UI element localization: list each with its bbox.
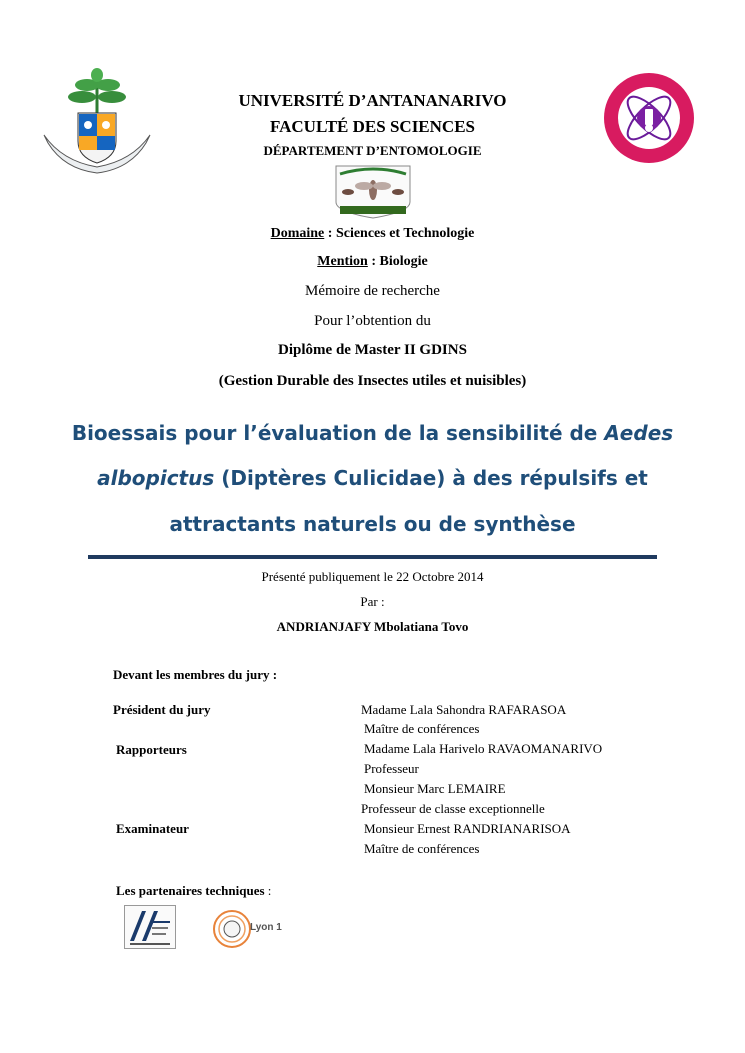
partners-colon: : xyxy=(264,883,272,898)
president-label: Président du jury xyxy=(113,702,211,717)
university-name: UNIVERSITÉ D’ANTANANARIVO xyxy=(238,91,507,110)
jury-heading: Devant les membres du jury : xyxy=(113,667,278,682)
lyon1-logo xyxy=(212,903,284,955)
partner-lab-logo xyxy=(124,905,176,949)
title-aedes: Aedes xyxy=(604,421,674,445)
gdins-line: (Gestion Durable des Insectes utiles et nuisibles) xyxy=(218,373,527,389)
jury-member-1-title: Maître de conférences xyxy=(364,721,480,736)
thesis-title-line-2 xyxy=(0,466,745,490)
jury-member-2-title: Professeur xyxy=(364,761,419,776)
jury-member-3-title: Professeur de classe exceptionnelle xyxy=(361,801,545,816)
rapporteurs-label: Rapporteurs xyxy=(116,742,187,757)
thesis-title-line-3: attractants naturels ou de synthèse xyxy=(169,512,576,536)
thesis-title-line-1 xyxy=(0,421,745,445)
department-entomology-logo xyxy=(330,162,416,220)
obtention-line: Pour l’obtention du xyxy=(314,313,431,329)
partners-label: Les partenaires techniques xyxy=(116,883,265,898)
title-part2: (Diptères Culicidae) à des répulsifs et xyxy=(214,466,648,490)
author-name: ANDRIANJAFY Mbolatiana Tovo xyxy=(276,619,469,634)
domaine-value: : Sciences et Technologie xyxy=(324,226,475,241)
domaine-label: Domaine xyxy=(270,226,325,241)
mention-value: : Biologie xyxy=(367,254,428,269)
mention-label: Mention xyxy=(317,254,368,269)
jury-member-2: Madame Lala Harivelo RAVAOMANARIVO xyxy=(364,741,603,756)
par-label: Par : xyxy=(360,594,385,609)
domaine-line xyxy=(0,226,745,242)
title-part1: Bioessais pour l’évaluation de la sensibilité de xyxy=(71,421,605,445)
faculty-name: FACULTÉ DES SCIENCES xyxy=(269,117,475,136)
jury-member-4-title: Maître de conférences xyxy=(364,841,480,856)
memoire-line: Mémoire de recherche xyxy=(305,283,440,299)
jury-member-4: Monsieur Ernest RANDRIANARISOA xyxy=(364,821,571,836)
examinateur-label: Examinateur xyxy=(116,821,189,836)
jury-member-3: Monsieur Marc LEMAIRE xyxy=(364,781,506,796)
mention-line xyxy=(0,254,745,270)
partners-line xyxy=(116,883,271,899)
lyon1-label: Lyon 1 xyxy=(250,922,282,933)
presentation-date: Présenté publiquement le 22 Octobre 2014 xyxy=(261,569,484,584)
diplome-line: Diplôme de Master II GDINS xyxy=(278,342,467,358)
jury-member-1: Madame Lala Sahondra RAFARASOA xyxy=(361,702,567,717)
title-albopictus: albopictus xyxy=(97,466,215,490)
title-divider xyxy=(88,555,657,559)
department-name: DÉPARTEMENT D’ENTOMOLOGIE xyxy=(263,143,482,158)
